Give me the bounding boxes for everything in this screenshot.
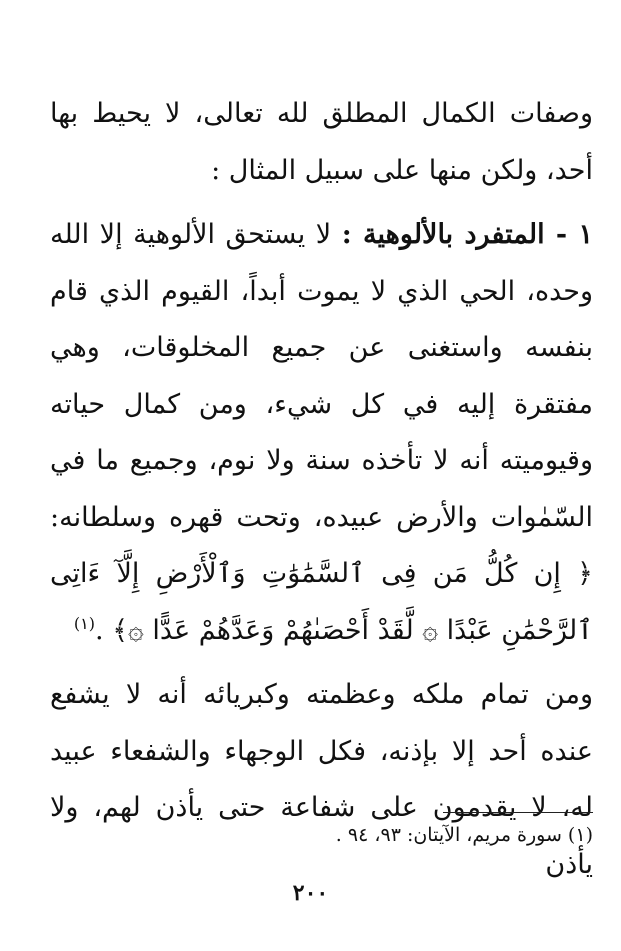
main-text [50,86,593,893]
footnote-reference[interactable]: (١) [73,613,96,633]
footnote-divider [443,812,593,813]
footnote-text: (١) سورة مريم، الآيتان: ٩٣، ٩٤ . [335,824,593,846]
sentence-end: . [95,614,113,646]
quran-verse: ﴿ إِن كُلُّ مَن فِى ٱلسَّمَٰوَٰتِ وَٱلْأَرْضِ إِلَّآ ءَاتِى ٱلرَّحْمَٰنِ عَبْدًا ۞ لَّقَدْ أَحْصَىٰهُمْ وَعَدَّهُمْ عَدًّا ۞﴾ [50,558,593,646]
section-heading: ١ - المتفرد بالألوهية : [341,219,594,250]
page-number: ٢٠٠ [292,880,329,906]
paragraph-text: ومن تمام ملكه وعظمته وكبريائه أنه لا يشفع عنده أحد إلا بإذنه، فكل الوجهاء والشفعاء عبيد له، لا يقدمون على شفاعة حتى يأذن لهم، ولا يأذن [50,679,593,880]
footnote [50,820,593,850]
paragraph-continuation [50,667,593,893]
paragraph-numbered-1 [50,207,593,659]
paragraph-text: وصفات الكمال المطلق لله تعالى، لا يحيط بها أحد، ولكن منها على سبيل المثال : [50,98,593,186]
paragraph-intro [50,86,593,199]
paragraph-text: لا يستحق الألوهية إلا الله وحده، الحي الذي لا يموت أبداً، القيوم الذي قام بنفسه واستغنى عن جميع المخلوقات، وهي مفتقرة إليه في كل شيء، ومن كمال حياته وقيوميته أنه لا تأخذه سنة ولا نوم، وجميع ما في السّمٰوات والأرض عبيده، وتحت قهره وسلطانه: [50,219,593,533]
